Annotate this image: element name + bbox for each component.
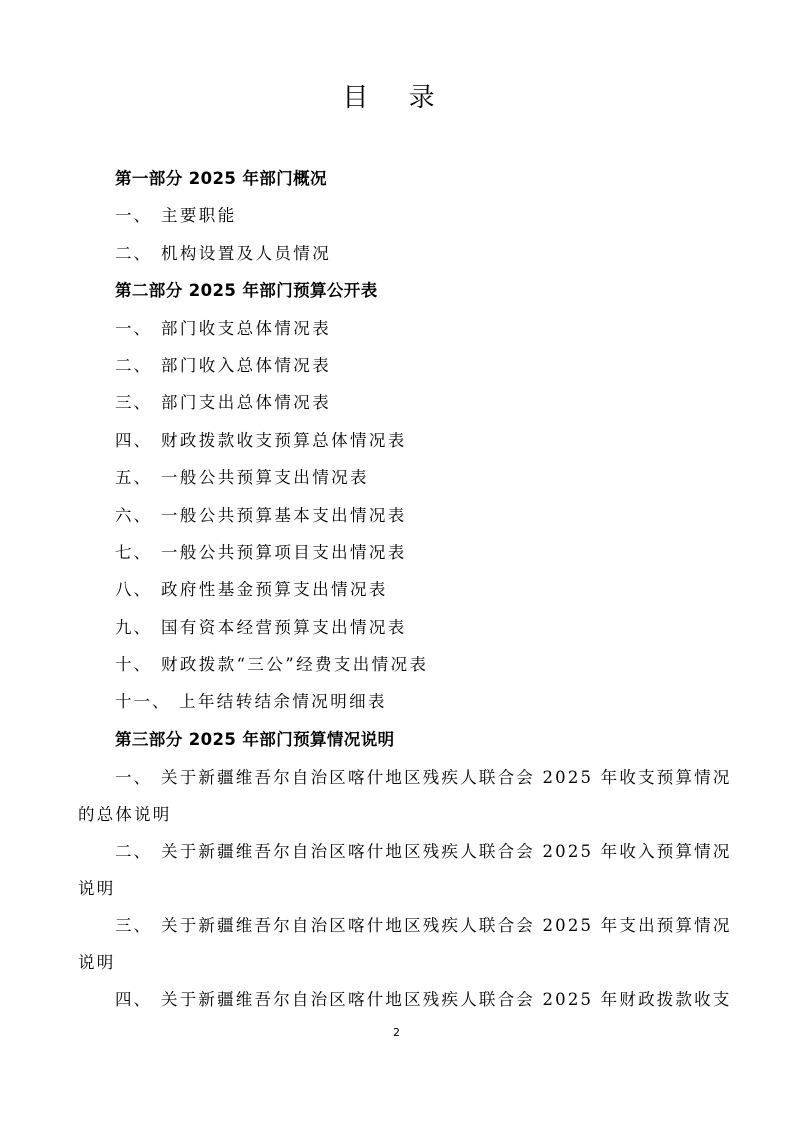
item-text: 机构设置及人员情况 — [161, 243, 332, 263]
toc-paragraph — [78, 833, 732, 908]
item-number: 三、 — [115, 916, 152, 935]
item-number: 四、 — [115, 430, 152, 450]
part1-heading: 第一部分 2025 年部门概况 — [115, 169, 327, 188]
toc-item — [115, 202, 715, 239]
item-number: 一、 — [115, 206, 152, 226]
toc-item — [115, 614, 715, 651]
page-title: 目 录 — [342, 83, 451, 113]
item-number: 二、 — [115, 243, 152, 263]
item-number: 六、 — [115, 505, 152, 525]
item-number: 七、 — [115, 542, 152, 562]
item-number: 四、 — [115, 990, 152, 1009]
item-number: 十一、 — [115, 692, 171, 712]
item-text: 上年结转结余情况明细表 — [179, 692, 387, 712]
item-text: 部门收支总体情况表 — [161, 318, 332, 338]
item-text: 部门收入总体情况表 — [161, 355, 332, 375]
toc-paragraph — [78, 759, 732, 834]
toc-item — [115, 651, 715, 688]
page-number: 2 — [393, 1026, 400, 1039]
item-number: 二、 — [115, 355, 152, 375]
item-text-line1: 关于新疆维吾尔自治区喀什地区残疾人联合会 2025 年收支预算情况 — [161, 768, 732, 787]
table-of-contents — [115, 165, 715, 763]
item-text-line2: 的总体说明 — [78, 805, 172, 825]
toc-item — [115, 427, 715, 464]
item-text: 部门支出总体情况表 — [161, 393, 332, 413]
item-number: 十、 — [115, 655, 152, 675]
item-number: 九、 — [115, 617, 152, 637]
item-number: 三、 — [115, 393, 152, 413]
part2-heading: 第二部分 2025 年部门预算公开表 — [115, 281, 378, 301]
toc-item — [115, 502, 715, 539]
toc-item — [115, 389, 715, 426]
item-text: 国有资本经营预算支出情况表 — [161, 617, 407, 637]
toc-item — [115, 464, 715, 501]
item-text: 政府性基金预算支出情况表 — [161, 580, 388, 600]
toc-item — [115, 539, 715, 576]
item-text: 主要职能 — [161, 206, 237, 226]
item-text: 一般公共预算项目支出情况表 — [161, 542, 407, 562]
toc-item — [115, 576, 715, 613]
item-text-line1: 关于新疆维吾尔自治区喀什地区残疾人联合会 2025 年收入预算情况 — [161, 842, 732, 861]
toc-paragraph — [78, 907, 732, 982]
item-number: 五、 — [115, 468, 152, 488]
item-number: 一、 — [115, 768, 152, 787]
toc-paragraph — [78, 981, 732, 1018]
part3-heading: 第三部分 2025 年部门预算情况说明 — [115, 729, 395, 749]
item-text: 一般公共预算基本支出情况表 — [161, 505, 407, 525]
item-number: 二、 — [115, 842, 152, 861]
toc-item — [115, 315, 715, 352]
item-text-line2: 说明 — [78, 953, 116, 973]
item-text-line1: 关于新疆维吾尔自治区喀什地区残疾人联合会 2025 年财政拨款收支 — [161, 990, 732, 1009]
item-text: 财政拨款“三公”经费支出情况表 — [161, 655, 429, 675]
item-number: 八、 — [115, 580, 152, 600]
toc-item — [115, 352, 715, 389]
toc-item — [115, 240, 715, 277]
toc-item — [115, 688, 715, 725]
item-text: 财政拨款收支预算总体情况表 — [161, 430, 407, 450]
item-text-line1: 关于新疆维吾尔自治区喀什地区残疾人联合会 2025 年支出预算情况 — [161, 916, 732, 935]
item-text-line2: 说明 — [78, 879, 116, 899]
item-text: 一般公共预算支出情况表 — [161, 468, 369, 488]
item-number: 一、 — [115, 318, 152, 338]
